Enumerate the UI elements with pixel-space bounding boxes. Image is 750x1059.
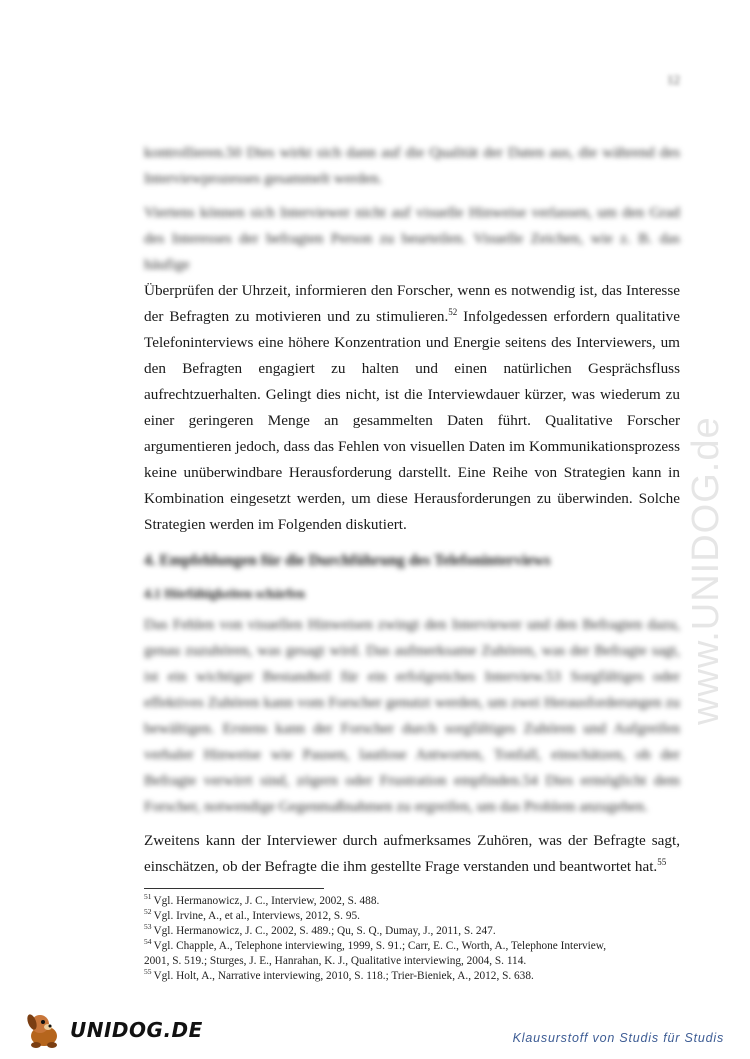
watermark-graphic (682, 300, 732, 730)
paragraph-visible-1-text-b: Infolgedessen erfordern qualitative Telefoninterviews eine höhere Konzentration und Energie seitens des Interviewers, um den Befragten engagiert zu halten und einen natürlichen Gesprächsfluss aufrechtzuerhalten. Gelingt dies nicht, ist die Interviewdauer kürzer, was wiederum zu einer geringeren Menge an gesammelten Daten führt. Qualitative Forscher argumentieren jedoch, dass das Fehlen von visuellen Daten im Kommunikationsprozess keine unüberwindbare Herausforderung darstellt. Eine Reihe von Strategien kann in Kombination eingesetzt werden, um diese Herausforderungen zu überwinden. Solche Strategien werden im Folgenden diskutiert. (144, 308, 680, 533)
footnote-text: Vgl. Irvine, A., et al., Interviews, 2012, S. 95. (153, 910, 360, 922)
dog-icon (22, 1010, 68, 1050)
paragraph-blurred-1: kontrollieren.50 Dies wirkt sich dann auf die Qualität der Daten aus, die während des Interviewprozesses gesammelt werden. (144, 144, 680, 187)
footnote-ref-52[interactable]: 52 (448, 306, 458, 317)
footnote-52 (144, 909, 680, 924)
footnote-text: Vgl. Hermanowicz, J. C., Interview, 2002, S. 488. (153, 895, 380, 907)
footnote-51 (144, 894, 680, 909)
footer-slogan: Klausurstoff von Studis für Studis (512, 1031, 724, 1045)
paragraph-blurred-3: Das Fehlen von visuellen Hinweisen zwingt den Interviewer und den Befragten dazu, genau zuzuhören, was gesagt wird. Das aufmerksame Zuhören, was der Befragte sagt, ist ein wichtiger Bestandteil für ein erfolgreiches Interview.53 Sorgfältiges oder effektives Zuhören kann vom Forscher genutzt werden, um zwei Herausforderungen zu bewältigen. Erstens kann der Forscher durch sorgfältiges Zuhören und Aufgreifen verbaler Hinweise wie Pausen, lautlose Antworten, Tonfall, einschätzen, ob der Befragte verwirrt sind, zögern oder Frustration empfinden.54 Dies ermöglicht dem Forscher, notwendige Gegenmaßnahmen zu ergreifen, um das Problem anzugehen. (144, 616, 680, 815)
footnote-number: 54 (144, 937, 152, 947)
section-heading-4: 4. Empfehlungen für die Durchführung des Telefoninterviews (144, 552, 551, 569)
unidog-logo[interactable] (22, 1010, 203, 1050)
footnote-number: 51 (144, 892, 152, 902)
footnote-number: 52 (144, 907, 152, 917)
footnote-number: 55 (144, 967, 152, 977)
footnote-53 (144, 924, 680, 939)
watermark (682, 300, 732, 730)
paragraph-visible-1 (144, 278, 680, 538)
paragraph-blurred-2: Viertens können sich Interviewer nicht auf visuelle Hinweise verlassen, um den Grad des Interesses der befragten Person zu beurteilen. Visuelle Zeichen, wie z. B. das häufige (144, 204, 680, 273)
footnote-ref-55[interactable]: 55 (657, 856, 667, 867)
footnote-text: Vgl. Hermanowicz, J. C., 2002, S. 489.; Qu, S. Q., Dumay, J., 2011, S. 247. (153, 925, 496, 937)
footnote-separator (144, 888, 324, 889)
footnote-number: 53 (144, 922, 152, 932)
paragraph-visible-2 (144, 828, 680, 880)
section-heading-4-1: 4.1 Hörfähigkeiten schärfen (144, 586, 305, 601)
watermark-text: www.UNIDOG.de (685, 416, 727, 725)
logo-text: UNIDOG.DE (70, 1018, 203, 1042)
footnote-text: Vgl. Chapple, A., Telephone interviewing, 1999, S. 91.; Carr, E. C., Worth, A., Telephone Interview, (153, 940, 607, 952)
footnote-text: Vgl. Holt, A., Narrative interviewing, 2010, S. 118.; Trier-Bieniek, A., 2012, S. 638. (153, 970, 534, 982)
page-number: 12 (667, 72, 680, 87)
paragraph-visible-1-text-a: Überprüfen der Uhrzeit, informieren den Forscher, wenn es notwendig ist, das Interesse der Befragten zu motivieren und zu stimulieren. (144, 282, 680, 325)
footnotes (144, 894, 680, 984)
paragraph-visible-2-text: Zweitens kann der Interviewer durch aufmerksames Zuhören, was der Befragte sagt, einschätzen, ob der Befragte die ihm gestellte Frage verstanden und beantwortet hat. (144, 832, 680, 875)
footnote-55 (144, 969, 680, 984)
footnote-54 (144, 939, 680, 954)
main-content (144, 140, 680, 880)
footnote-54-continuation: 2001, S. 519.; Sturges, J. E., Hanrahan, K. J., Qualitative interviewing, 2004, S. 114. (144, 955, 527, 967)
